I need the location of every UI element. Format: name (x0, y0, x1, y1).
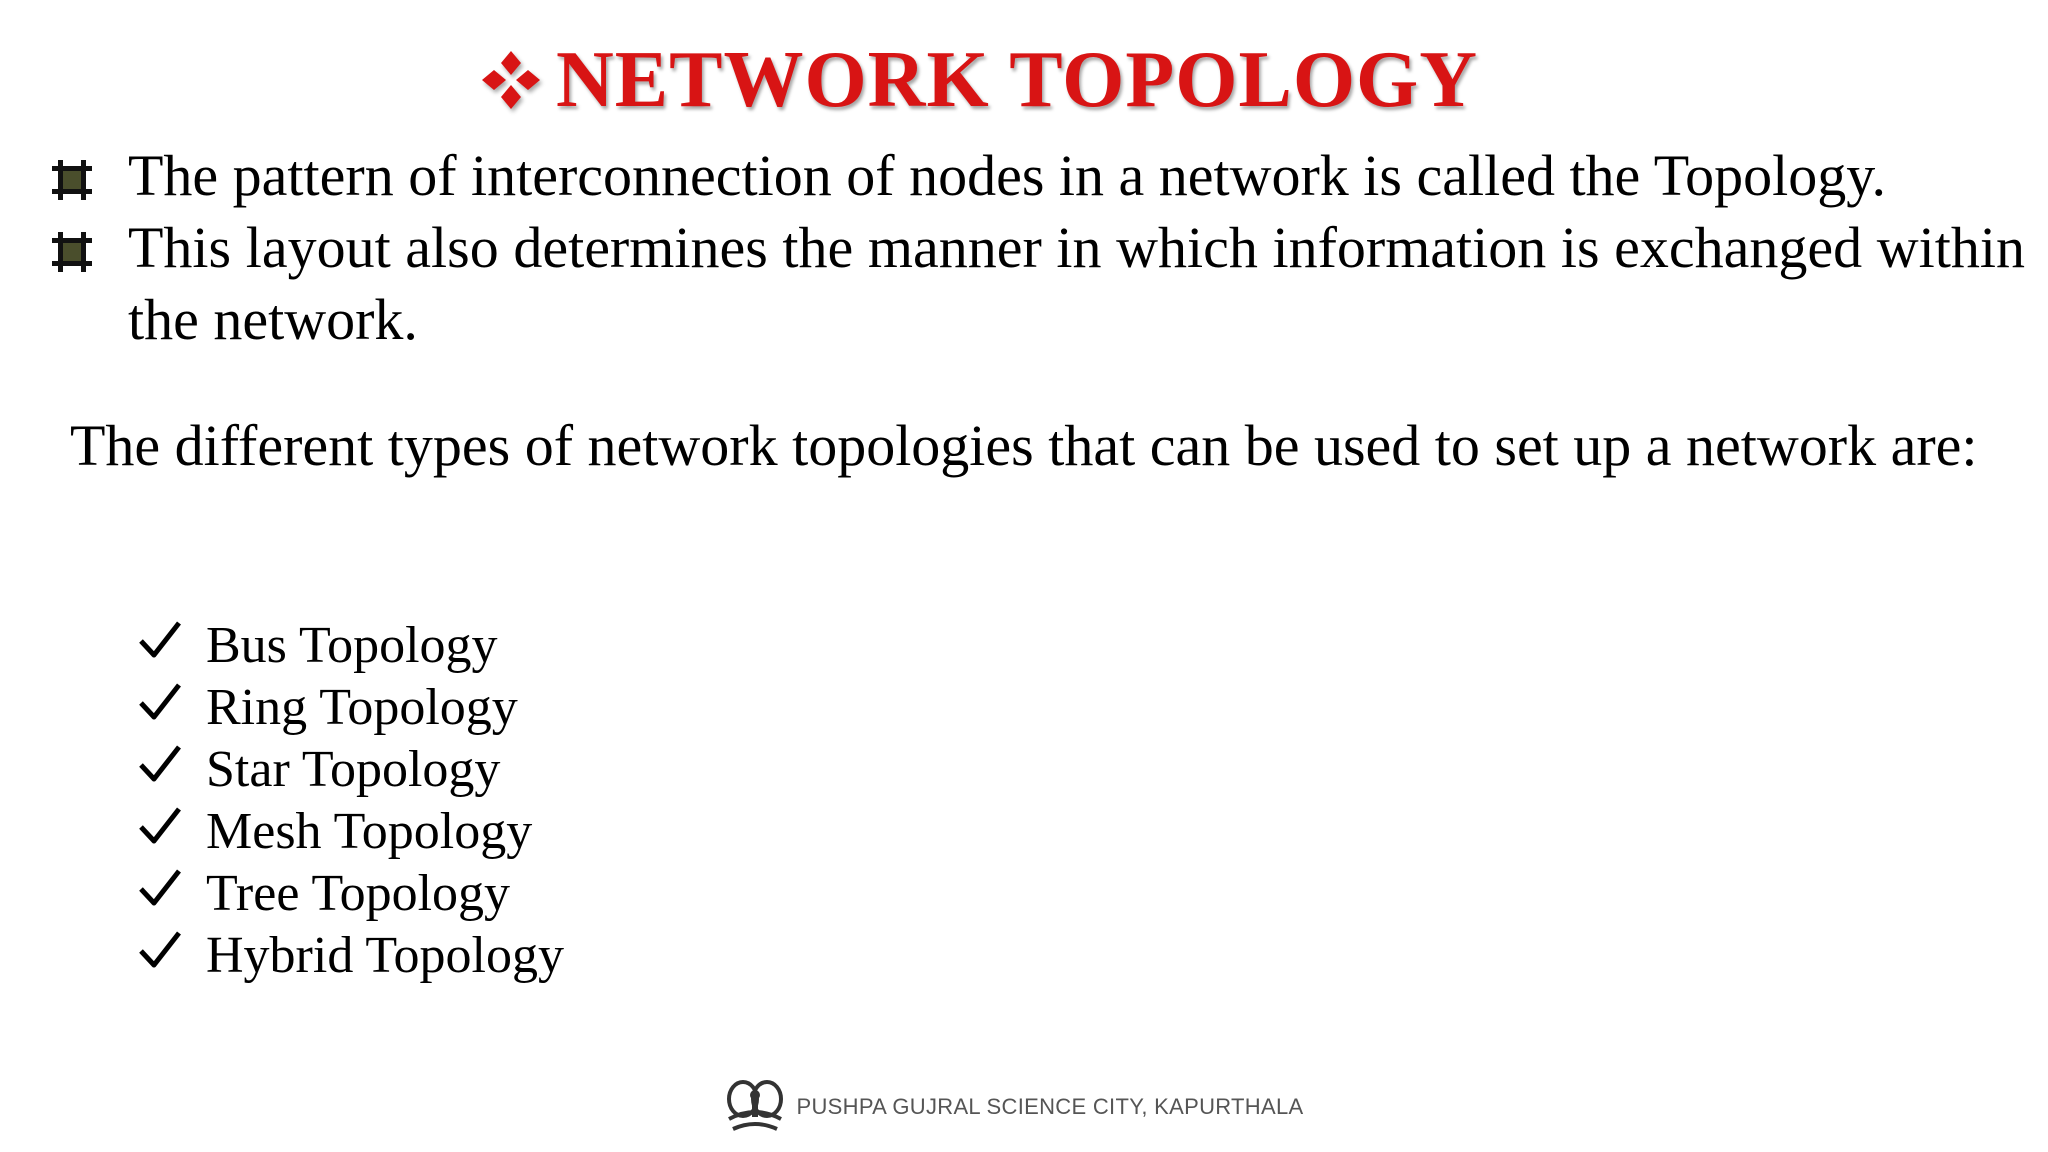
topology-label: Bus Topology (206, 617, 498, 674)
checkmark-icon (138, 805, 182, 849)
bullet-text: The pattern of interconnection of nodes in a network is called the Topology. (128, 143, 1886, 208)
diamond-cluster-icon (480, 49, 542, 111)
topology-label: Ring Topology (206, 679, 518, 736)
topology-list (138, 615, 564, 987)
science-city-logo (723, 1075, 787, 1139)
topology-label: Hybrid Topology (206, 927, 564, 984)
square-bullet-icon (52, 160, 92, 200)
list-item (138, 677, 564, 739)
bullet-list (50, 140, 2025, 356)
checkmark-icon (138, 743, 182, 787)
bullet-item (50, 140, 2025, 212)
footer (0, 1075, 2048, 1139)
checkmark-icon (138, 681, 182, 725)
footer-text: PUSHPA GUJRAL SCIENCE CITY, KAPURTHALA (796, 1094, 1304, 1119)
topology-label: Star Topology (206, 741, 501, 798)
list-item (138, 801, 564, 863)
list-item (138, 739, 564, 801)
list-item (138, 925, 564, 987)
square-bullet-icon (52, 232, 92, 272)
bullet-item (50, 212, 2025, 356)
bullet-text: This layout also determines the manner in which information is exchanged within the network. (128, 215, 2025, 352)
list-item (138, 863, 564, 925)
checkmark-icon (138, 929, 182, 973)
checkmark-icon (138, 867, 182, 911)
slide-title: NETWORK TOPOLOGY (555, 35, 1479, 124)
intro-paragraph: The different types of network topologies that can be used to set up a network are: (70, 413, 1978, 478)
topology-label: Tree Topology (206, 865, 511, 922)
slide-title-row (0, 30, 2048, 130)
topology-label: Mesh Topology (206, 803, 533, 860)
list-item (138, 615, 564, 677)
checkmark-icon (138, 619, 182, 663)
